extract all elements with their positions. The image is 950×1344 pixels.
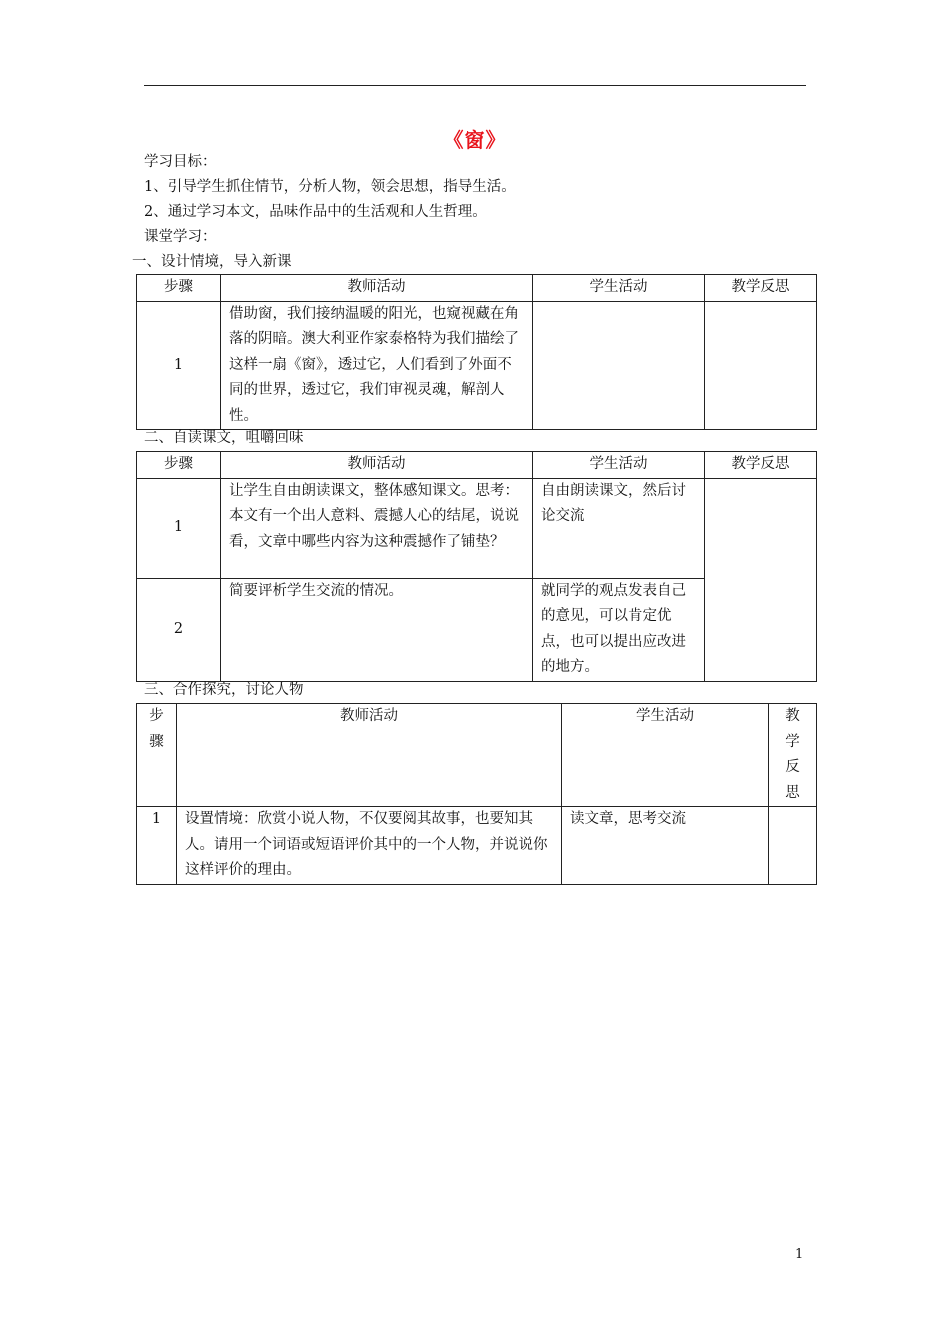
header-teacher: 教师活动: [221, 452, 533, 479]
table-header-row: [137, 275, 817, 302]
section-heading: 二、自读课文，咀嚼回味: [144, 430, 304, 446]
table-row: [137, 478, 817, 578]
header-student: 学生活动: [562, 704, 769, 807]
table-header-row: [137, 704, 817, 807]
header-reflection-char: 反: [785, 759, 800, 775]
student-activity-cell: 就同学的观点发表自己的意见，可以肯定优点，也可以提出应改进的地方。: [533, 578, 705, 681]
reflection-cell: [705, 301, 817, 430]
header-step-char: 步: [149, 708, 164, 724]
teacher-activity-cell: 借助窗，我们接纳温暖的阳光，也窥视藏在角落的阴暗。澳大利亚作家泰格特为我们描绘了这样一扇《窗》，透过它，人们看到了外面不同的世界，透过它，我们审视灵魂，解剖人性。: [221, 301, 533, 430]
header-rule: [144, 85, 806, 86]
header-reflection-char: 思: [785, 784, 800, 801]
header-reflection: 教学反思: [705, 452, 817, 479]
teacher-activity-cell: 简要评析学生交流的情况。: [221, 578, 533, 681]
document-title: 《窗》: [443, 128, 507, 152]
student-activity-cell: 自由朗读课文，然后讨论交流: [533, 478, 705, 578]
table-header-row: [137, 452, 817, 479]
student-activity-cell: [533, 301, 705, 430]
reflection-cell: [769, 807, 817, 885]
step-cell: 1: [137, 807, 177, 885]
step-cell: 2: [137, 578, 221, 681]
objective-item: 1、引导学生抓住情节，分析人物，领会思想，指导生活。: [144, 179, 516, 195]
reflection-cell: [705, 478, 817, 681]
header-reflection: [769, 704, 817, 807]
teacher-activity-cell: 让学生自由朗读课文，整体感知课文。思考：本文有一个出人意料、震撼人心的结尾，说说看，文章中哪些内容为这种震撼作了铺垫？: [221, 478, 533, 578]
lesson-table-3: [136, 703, 817, 885]
header-reflection-char: 学: [785, 733, 800, 750]
header-student: 学生活动: [533, 275, 705, 302]
student-activity-cell: 读文章，思考交流: [562, 807, 769, 885]
header-student: 学生活动: [533, 452, 705, 479]
table-row: [137, 807, 817, 885]
header-step: 步骤: [137, 452, 221, 479]
page-number: 1: [795, 1247, 804, 1262]
lesson-table-2: [136, 451, 817, 682]
objective-item: 2、通过学习本文，品味作品中的生活观和人生哲理。: [144, 204, 487, 220]
class-heading: 课堂学习：: [144, 229, 217, 245]
step-cell: 1: [137, 301, 221, 430]
header-step: 步骤: [137, 275, 221, 302]
header-reflection-char: 教: [785, 708, 800, 724]
section-heading: 一、设计情境，导入新课: [132, 254, 292, 270]
table-row: [137, 301, 817, 430]
header-teacher: 教师活动: [221, 275, 533, 302]
teacher-activity-cell: 设置情境：欣赏小说人物，不仅要阅其故事，也要知其人。请用一个词语或短语评价其中的一个人物，并说说你这样评价的理由。: [177, 807, 562, 885]
header-step-char: 骤: [149, 733, 164, 750]
lesson-table-1: [136, 274, 817, 430]
section-heading: 三、合作探究，讨论人物: [144, 682, 304, 698]
step-cell: 1: [137, 478, 221, 578]
header-step: [137, 704, 177, 807]
header-reflection: 教学反思: [705, 275, 817, 302]
header-teacher: 教师活动: [177, 704, 562, 807]
objectives-heading: 学习目标：: [144, 154, 217, 170]
